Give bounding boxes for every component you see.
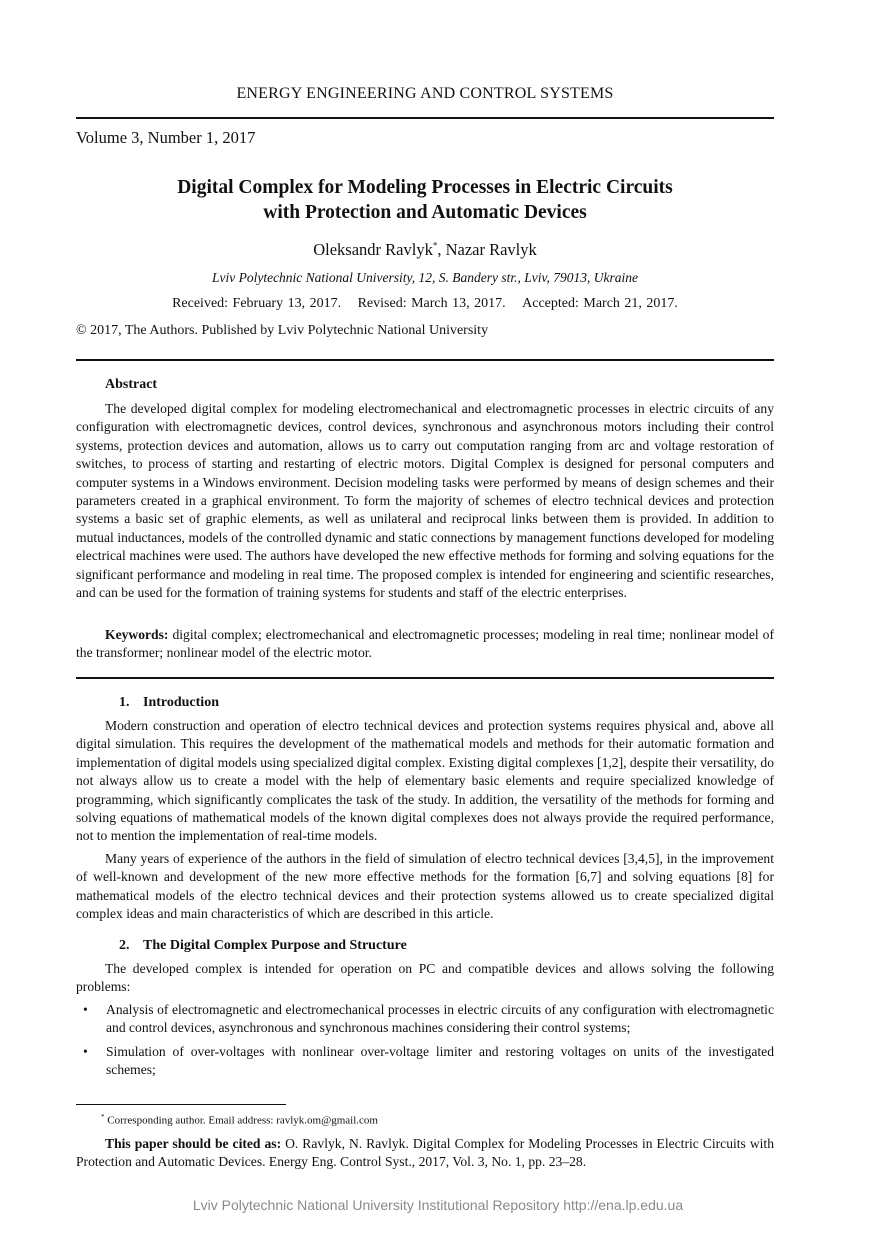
section-number: 2. [119,938,130,953]
list-item: • Analysis of electromagnetic and electromechanical processes in electric circuits of any configuration with electromagnetic and control devices, asynchronous and synchronous machines considering their control systems; [83,1002,774,1036]
header-divider [76,117,774,119]
author-separator: , [437,240,446,259]
introduction-paragraph-1: Modern construction and operation of electro technical devices and protection systems requires physical and, above all digital simulation. This requires the development of the mathematical models and methods for their automatic formation and implementation of digital models using specialized digital complex. Existing digital complexes [1,2], despite their versatility, do not always allow us to create a model with the help of elementary basic elements and require specialized knowledge of programming, which significantly complicates the task of the study. In addition, the versatility of the methods for forming and solving equations of mathematical models of the known digital complexes does not always provide the required performance, not to mention the implementation of real-time models. [76,718,774,844]
author-1: Oleksandr Ravlyk [313,240,433,259]
section-heading-introduction [119,695,219,711]
citation-label: This paper should be cited as: [105,1136,282,1151]
title-line-2: with Protection and Automatic Devices [263,202,587,223]
author-2: Nazar Ravlyk [445,240,537,259]
list-item: • Simulation of over-voltages with nonlinear over-voltage limiter and restoring voltages on units of the investigated schemes; [83,1043,774,1078]
citation-note [76,1135,774,1172]
journal-name: ENERGY ENGINEERING AND CONTROL SYSTEMS [236,85,614,102]
abstract-bottom-divider [76,677,774,679]
footnote-mark: * [101,1113,105,1121]
keywords-text: digital complex; electromechanical and electromagnetic processes; modeling in real time; nonlinear model of the transformer; nonlinear model of the electric motor. [76,627,774,661]
footnote [101,1113,378,1127]
keywords-label: Keywords: [105,627,169,642]
revised-date: Revised: March 13, 2017. [357,296,506,311]
paper-title [76,175,774,225]
section-heading-purpose [119,938,407,954]
received-date: Received: February 13, 2017. [172,296,342,311]
section-number: 1. [119,695,130,710]
footnote-divider [76,1104,286,1105]
repository-footer: Lviv Polytechnic National University Institutional Repository http://ena.lp.edu.ua [192,1197,684,1213]
section-title: Introduction [143,695,219,710]
citation-text: O. Ravlyk, N. Ravlyk. Digital Complex for Modeling Processes in Electric Circuits with Protection and Automatic Devices. Energy Eng. Control Syst., 2017, Vol. 3, No. 1, pp. 23–28. [76,1136,774,1170]
accepted-date: Accepted: March 21, 2017. [522,296,678,311]
abstract-top-divider [76,359,774,361]
affiliation: Lviv Polytechnic National University, 12, S. Bandery str., Lviv, 79013, Ukraine [211,270,639,285]
copyright-notice: © 2017, The Authors. Published by Lviv Polytechnic National University [76,323,489,338]
title-line-1: Digital Complex for Modeling Processes in Electric Circuits [177,177,673,198]
bullet-icon: • [83,1043,88,1059]
abstract-heading: Abstract [105,377,158,392]
purpose-paragraph: The developed complex is intended for operation on PC and compatible devices and allows solving the following problems: [76,961,774,995]
introduction-paragraph-2: Many years of experience of the authors in the field of simulation of electro technical devices [3,4,5], in the improvement of well-known and development of the new more effective methods for the formation [6,7] and solving equations [8] for mathematical models of the electro technical devices and their protection systems allowed us to create specialized digital complex ideas and main characteristics of which are described in this article. [76,851,774,922]
author-list [76,240,774,260]
footnote-text: Corresponding author. Email address: ravlyk.om@gmail.com [104,1114,378,1127]
article-dates [76,296,774,312]
bullet-icon: • [83,1002,88,1017]
abstract-text: The developed digital complex for modeling electromechanical and electromagnetic processes in electric circuits of any configuration with electromagnetic devices, control devices, synchronous and asynchronous motors including their control systems, protection devices and automation, allows us to carry out computation ranging from arc and voltage restoration of switches, to process of starting and restarting of electric motors. Digital Complex is designed for personal computers and computer systems in a Windows environment. Decision modeling tasks were performed by means of design schemes and their parameters created in a graphical environment. To form the majority of schemes of electro technical devices and protection systems a basic set of graphic elements, as well as unilateral and reciprocal links between them is provided. In addition to mutual inductances, models of the controlled dynamic and static connections by management functions developed for modeling electrical machines were used. The authors have developed the new effective methods for forming and solving equations for the significant performance and modeling in real time. The proposed complex is intended for engineering and scientific researches, and can be used for the formation of training systems for students and staff of the electric enterprises. [76,401,774,601]
section-title: The Digital Complex Purpose and Structure [143,938,407,953]
corresponding-mark: * [432,240,438,251]
volume-info: Volume 3, Number 1, 2017 [76,128,256,147]
problem-list [76,1001,774,1085]
keywords [76,626,774,663]
